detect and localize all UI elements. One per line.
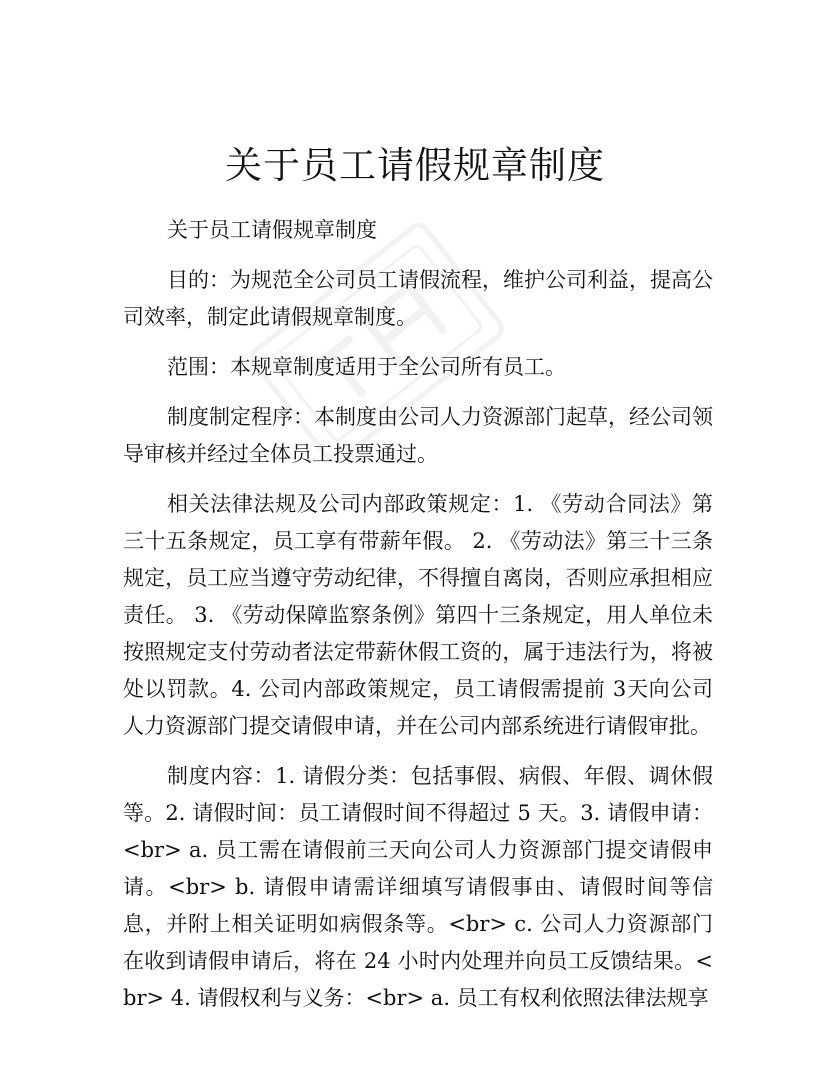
paragraph-content: 制度内容：1. 请假分类：包括事假、病假、年假、调休假等。2. 请假时间：员工请假时间不得超过 5 天。3. 请假申请：<br> a. 员工需在请假前三天向公司人力资源部门提交请假申请。<br> b. 请假申请需详细填写请假事由、请假时间等信息，并附上相关证明如病假条等。<br> c. 公司人力资源部门在收到请假申请后，将在 24 小时内处理并向员工反馈结果。<br> 4. 请假权利与义务：<br> a. 员工有权利依照法律法规享 <box>123 764 713 1010</box>
paragraph-procedure: 制度制定程序：本制度由公司人力资源部门起草，经公司领导审核并经过全体员工投票通过。 <box>123 405 713 466</box>
paragraph-scope: 范围：本规章制度适用于全公司所有员工。 <box>167 355 566 379</box>
paragraph-purpose: 目的：为规范全公司员工请假流程，维护公司利益，提高公司效率，制定此请假规章制度。 <box>123 268 713 329</box>
document-body <box>123 212 713 1030</box>
paragraph-heading: 关于员工请假规章制度 <box>167 218 377 242</box>
document-title: 关于员工请假规章制度 <box>225 144 605 187</box>
paragraph-regulations: 相关法律法规及公司内部政策规定：1. 《劳动合同法》第三十五条规定，员工享有带薪年假。 2. 《劳动法》第三十三条规定，员工应当遵守劳动纪律，不得擅自离岗，否则应承担相应责任。 3. 《劳动保障监察条例》第四十三条规定，用人单位未按照规定支付劳动者法定带薪休假工资的，属于违法行为，将被处以罚款。4. 公司内部政策规定，员工请假需提前 3天向公司人力资源部门提交请假申请，并在公司内部系统进行请假审批。 <box>123 492 713 738</box>
